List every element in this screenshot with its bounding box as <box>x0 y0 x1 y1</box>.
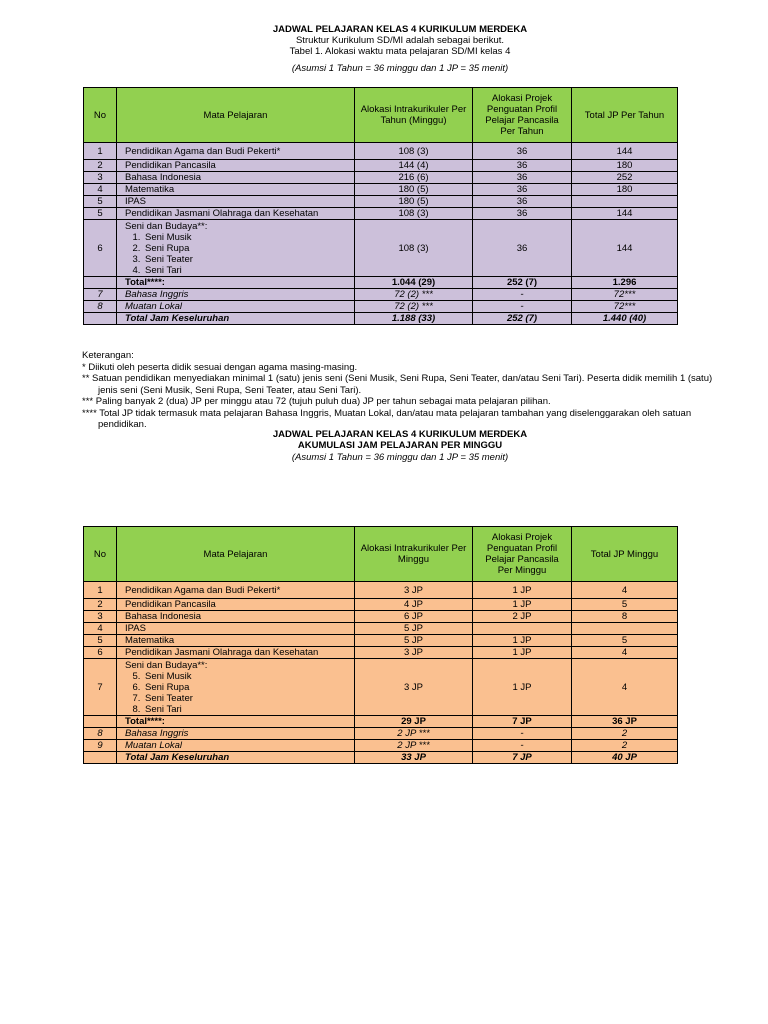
cell-total: 2 <box>572 728 678 740</box>
cell-intra: 29 JP <box>355 716 473 728</box>
cell-projek: 36 <box>473 160 572 172</box>
cell-subject: Pendidikan Agama dan Budi Pekerti* <box>117 582 355 599</box>
cell-no: 3 <box>84 611 117 623</box>
cell-projek: 1 JP <box>473 635 572 647</box>
list-item: 8. Seni Tari <box>143 704 350 715</box>
table-row <box>84 599 678 611</box>
cell-projek: 36 <box>473 184 572 196</box>
cell-intra: 4 JP <box>355 599 473 611</box>
cell-subject: Total****: <box>117 277 355 289</box>
col-header-subject: Mata Pelajaran <box>117 527 355 582</box>
cell-no: 5 <box>84 635 117 647</box>
cell-no: 1 <box>84 582 117 599</box>
note-2-cont: jenis seni (Seni Musik, Seni Rupa, Seni Teater, atau Seni Tari). <box>98 384 362 396</box>
cell-intra: 216 (6) <box>355 172 473 184</box>
table-row <box>84 143 678 160</box>
cell-subject <box>117 220 355 277</box>
cell-projek: 1 JP <box>473 659 572 716</box>
table-weekly-allocation <box>83 526 678 764</box>
table-row <box>84 208 678 220</box>
cell-projek: 1 JP <box>473 647 572 659</box>
cell-total: 180 <box>572 160 678 172</box>
cell-projek: - <box>473 740 572 752</box>
table-row-grand-total <box>84 752 678 764</box>
cell-total: 8 <box>572 611 678 623</box>
col-header-subject: Mata Pelajaran <box>117 88 355 143</box>
table-row-total <box>84 277 678 289</box>
cell-no <box>84 313 117 325</box>
cell-no <box>84 752 117 764</box>
cell-total: 72*** <box>572 289 678 301</box>
cell-projek: 36 <box>473 220 572 277</box>
doc1-title: JADWAL PELAJARAN KELAS 4 KURIKULUM MERDEKA <box>272 24 528 35</box>
table-row <box>84 740 678 752</box>
cell-subject: Muatan Lokal <box>117 740 355 752</box>
cell-no: 6 <box>84 647 117 659</box>
cell-subject: IPAS <box>117 196 355 208</box>
cell-no: 5 <box>84 196 117 208</box>
cell-subject: Bahasa Inggris <box>117 728 355 740</box>
cell-subject: Pendidikan Jasmani Olahraga dan Kesehatan <box>117 208 355 220</box>
cell-total: 40 JP <box>572 752 678 764</box>
seni-list <box>125 671 350 715</box>
table-row <box>84 623 678 635</box>
cell-total: 1.440 (40) <box>572 313 678 325</box>
note-3: *** Paling banyak 2 (dua) JP per minggu atau 72 (tujuh puluh dua) JP per tahun sebagai mata pelajaran pilihan. <box>82 396 551 407</box>
cell-no: 8 <box>84 301 117 313</box>
table-row <box>84 647 678 659</box>
cell-total: 72*** <box>572 301 678 313</box>
cell-total <box>572 196 678 208</box>
cell-subject: Total Jam Keseluruhan <box>117 313 355 325</box>
table-row-seni <box>84 220 678 277</box>
table-annual-allocation <box>83 87 678 325</box>
cell-intra: 2 JP *** <box>355 740 473 752</box>
doc2-assumption: (Asumsi 1 Tahun = 36 minggu dan 1 JP = 35 menit) <box>291 452 509 463</box>
cell-intra: 3 JP <box>355 582 473 599</box>
cell-total <box>572 623 678 635</box>
cell-no: 5 <box>84 208 117 220</box>
col-header-total: Total JP Minggu <box>572 527 678 582</box>
cell-total: 144 <box>572 220 678 277</box>
table-row <box>84 582 678 599</box>
cell-no: 4 <box>84 623 117 635</box>
cell-no: 4 <box>84 184 117 196</box>
notes-heading: Keterangan: <box>82 350 134 361</box>
cell-intra: 5 JP <box>355 635 473 647</box>
cell-no: 3 <box>84 172 117 184</box>
doc2-subtitle: AKUMULASI JAM PELAJARAN PER MINGGU <box>297 440 503 451</box>
col-header-projek: Alokasi Projek Penguatan Profil Pelajar Pancasila Per Minggu <box>473 527 572 582</box>
cell-total: 252 <box>572 172 678 184</box>
doc1-assumption: (Asumsi 1 Tahun = 36 minggu dan 1 JP = 35 menit) <box>291 63 509 74</box>
cell-intra: 5 JP <box>355 623 473 635</box>
cell-no: 8 <box>84 728 117 740</box>
list-item: 6. Seni Rupa <box>143 682 350 693</box>
cell-no <box>84 716 117 728</box>
cell-intra: 2 JP *** <box>355 728 473 740</box>
cell-subject: Matematika <box>117 635 355 647</box>
col-header-total: Total JP Per Tahun <box>572 88 678 143</box>
cell-subject: Pendidikan Pancasila <box>117 160 355 172</box>
cell-projek: 36 <box>473 208 572 220</box>
cell-projek: - <box>473 301 572 313</box>
cell-no: 2 <box>84 160 117 172</box>
col-header-no: No <box>84 88 117 143</box>
cell-intra: 33 JP <box>355 752 473 764</box>
cell-intra: 108 (3) <box>355 143 473 160</box>
cell-projek: 1 JP <box>473 599 572 611</box>
cell-no: 6 <box>84 220 117 277</box>
cell-total: 2 <box>572 740 678 752</box>
cell-no: 2 <box>84 599 117 611</box>
table-row <box>84 289 678 301</box>
table-row <box>84 184 678 196</box>
cell-projek: 252 (7) <box>473 313 572 325</box>
list-item: 4. Seni Tari <box>143 265 350 276</box>
cell-projek: 7 JP <box>473 716 572 728</box>
table1-caption: Tabel 1. Alokasi waktu mata pelajaran SD/MI kelas 4 <box>289 46 511 57</box>
note-2: ** Satuan pendidikan menyediakan minimal 1 (satu) jenis seni (Seni Musik, Seni Rupa, Seni Teater, dan/atau Seni Tari). Peserta didik memilih 1 (satu) <box>82 373 713 384</box>
cell-subject: Total****: <box>117 716 355 728</box>
cell-total: 180 <box>572 184 678 196</box>
cell-subject: IPAS <box>117 623 355 635</box>
table-header-row <box>84 527 678 582</box>
table-row-seni <box>84 659 678 716</box>
cell-total: 5 <box>572 635 678 647</box>
cell-intra: 180 (5) <box>355 196 473 208</box>
cell-intra: 180 (5) <box>355 184 473 196</box>
note-4: **** Total JP tidak termasuk mata pelajaran Bahasa Inggris, Muatan Lokal, dan/atau mata pelajaran tambahan yang diselenggarakan oleh satuan <box>82 407 692 419</box>
cell-total: 1.296 <box>572 277 678 289</box>
cell-projek: 36 <box>473 143 572 160</box>
cell-total: 144 <box>572 143 678 160</box>
cell-subject: Muatan Lokal <box>117 301 355 313</box>
cell-total: 4 <box>572 582 678 599</box>
cell-total: 4 <box>572 659 678 716</box>
cell-subject: Pendidikan Agama dan Budi Pekerti* <box>117 143 355 160</box>
cell-projek: - <box>473 289 572 301</box>
table-header-row <box>84 88 678 143</box>
col-header-intrakurikuler: Alokasi Intrakurikuler Per Tahun (Minggu) <box>355 88 473 143</box>
cell-no: 9 <box>84 740 117 752</box>
list-item: 5. Seni Musik <box>143 671 350 682</box>
table-row-grand-total <box>84 313 678 325</box>
list-item: 2. Seni Rupa <box>143 243 350 254</box>
cell-subject: Bahasa Inggris <box>117 289 355 301</box>
cell-total: 36 JP <box>572 716 678 728</box>
table-row <box>84 196 678 208</box>
cell-projek: 36 <box>473 196 572 208</box>
cell-no: 7 <box>84 659 117 716</box>
cell-intra: 72 (2) *** <box>355 289 473 301</box>
cell-no <box>84 277 117 289</box>
table-row <box>84 172 678 184</box>
table-row <box>84 611 678 623</box>
table-row <box>84 160 678 172</box>
seni-title: Seni dan Budaya**: <box>125 659 208 671</box>
cell-projek: - <box>473 728 572 740</box>
cell-intra: 72 (2) *** <box>355 301 473 313</box>
table-row <box>84 635 678 647</box>
table-row <box>84 301 678 313</box>
cell-subject <box>117 659 355 716</box>
cell-intra: 144 (4) <box>355 160 473 172</box>
list-item: 7. Seni Teater <box>143 693 350 704</box>
cell-intra: 3 JP <box>355 659 473 716</box>
cell-total: 4 <box>572 647 678 659</box>
cell-subject: Pendidikan Pancasila <box>117 599 355 611</box>
doc1-subtitle: Struktur Kurikulum SD/MI adalah sebagai berikut. <box>295 35 505 46</box>
cell-subject: Bahasa Indonesia <box>117 172 355 184</box>
cell-intra: 108 (3) <box>355 208 473 220</box>
doc2-title: JADWAL PELAJARAN KELAS 4 KURIKULUM MERDEKA <box>272 429 528 440</box>
seni-list <box>125 232 350 276</box>
cell-no: 1 <box>84 143 117 160</box>
cell-projek: 36 <box>473 172 572 184</box>
notes-section <box>82 350 746 431</box>
col-header-no: No <box>84 527 117 582</box>
table-row <box>84 728 678 740</box>
seni-title: Seni dan Budaya**: <box>125 220 208 232</box>
note-1: * Diikuti oleh peserta didik sesuai dengan agama masing-masing. <box>82 361 358 373</box>
cell-projek: 2 JP <box>473 611 572 623</box>
cell-subject: Total Jam Keseluruhan <box>117 752 355 764</box>
list-item: 3. Seni Teater <box>143 254 350 265</box>
col-header-intrakurikuler: Alokasi Intrakurikuler Per Minggu <box>355 527 473 582</box>
cell-intra: 3 JP <box>355 647 473 659</box>
cell-projek: 252 (7) <box>473 277 572 289</box>
list-item: 1. Seni Musik <box>143 232 350 243</box>
cell-projek: 1 JP <box>473 582 572 599</box>
cell-projek <box>473 623 572 635</box>
cell-subject: Matematika <box>117 184 355 196</box>
cell-intra: 6 JP <box>355 611 473 623</box>
cell-total: 144 <box>572 208 678 220</box>
cell-subject: Bahasa Indonesia <box>117 611 355 623</box>
cell-intra: 108 (3) <box>355 220 473 277</box>
cell-projek: 7 JP <box>473 752 572 764</box>
cell-intra: 1.044 (29) <box>355 277 473 289</box>
cell-intra: 1.188 (33) <box>355 313 473 325</box>
cell-subject: Pendidikan Jasmani Olahraga dan Kesehatan <box>117 647 355 659</box>
table-row-total <box>84 716 678 728</box>
cell-no: 7 <box>84 289 117 301</box>
note-4-cont: pendidikan. <box>98 419 147 430</box>
cell-total: 5 <box>572 599 678 611</box>
col-header-projek: Alokasi Projek Penguatan Profil Pelajar Pancasila Per Tahun <box>473 88 572 143</box>
